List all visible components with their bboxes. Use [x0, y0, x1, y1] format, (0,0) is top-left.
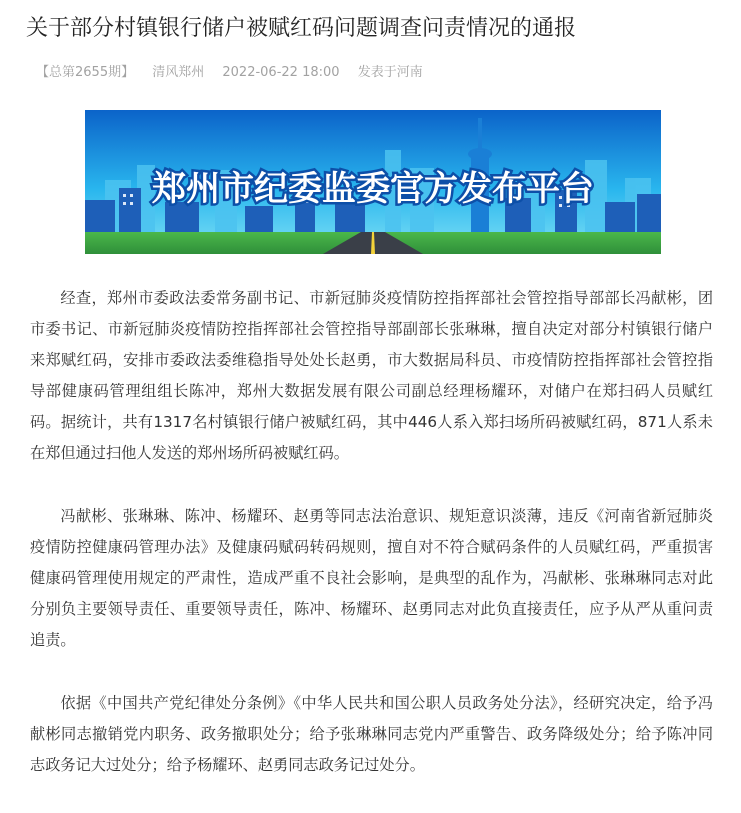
article-title: 关于部分村镇银行储户被赋红码问题调查问责情况的通报: [26, 16, 577, 41]
banner-image: [85, 110, 661, 254]
banner-title: 郑州市纪委监委官方发布平台: [152, 169, 594, 209]
article-paragraph: 冯献彬、张琳琳、陈冲、杨耀环、赵勇等同志法治意识、规矩意识淡薄，违反《河南省新冠肺炎疫情防控健康码管理办法》及健康码赋码转码规则，擅自对不符合赋码条件的人员赋红码，严重损害健康码管理使用规定的严肃性，造成严重不良社会影响，是典型的乱作为，冯献彬、张琳琳同志对此分别负主要领导责任、重要领导责任，陈冲、杨耀环、赵勇同志对此负直接责任，应予从严从重问责追责。: [30, 507, 713, 649]
publish-datetime: 2022-06-22 18:00: [222, 65, 340, 80]
article-body: [30, 283, 713, 813]
publish-location: 发表于河南: [357, 65, 423, 80]
issue-number: 【总第2655期】: [36, 65, 135, 80]
article-meta: [36, 61, 437, 80]
article-paragraph: 依据《中国共产党纪律处分条例》《中华人民共和国公职人员政务处分法》，经研究决定，给予冯献彬同志撤销党内职务、政务撤职处分；给予张琳琳同志党内严重警告、政务降级处分；给予陈冲同志政务记大过处分；给予杨耀环、赵勇同志政务记过处分。: [30, 694, 713, 774]
article-paragraph: 经查，郑州市委政法委常务副书记、市新冠肺炎疫情防控指挥部社会管控指导部部长冯献彬，团市委书记、市新冠肺炎疫情防控指挥部社会管控指导部副部长张琳琳，擅自决定对部分村镇银行储户来郑赋红码，安排市委政法委维稳指导处处长赵勇，市大数据局科员、市疫情防控指挥部社会管控指导部健康码管理组组长陈冲，郑州大数据发展有限公司副总经理杨耀环，对储户在郑扫码人员赋红码。据统计，共有1317名村镇银行储户被赋红码，其中446人系入郑扫场所码被赋红码，871人系未在郑但通过扫他人发送的郑州场所码被赋红码。: [30, 289, 713, 462]
source-account-link[interactable]: 清风郑州: [152, 65, 205, 80]
